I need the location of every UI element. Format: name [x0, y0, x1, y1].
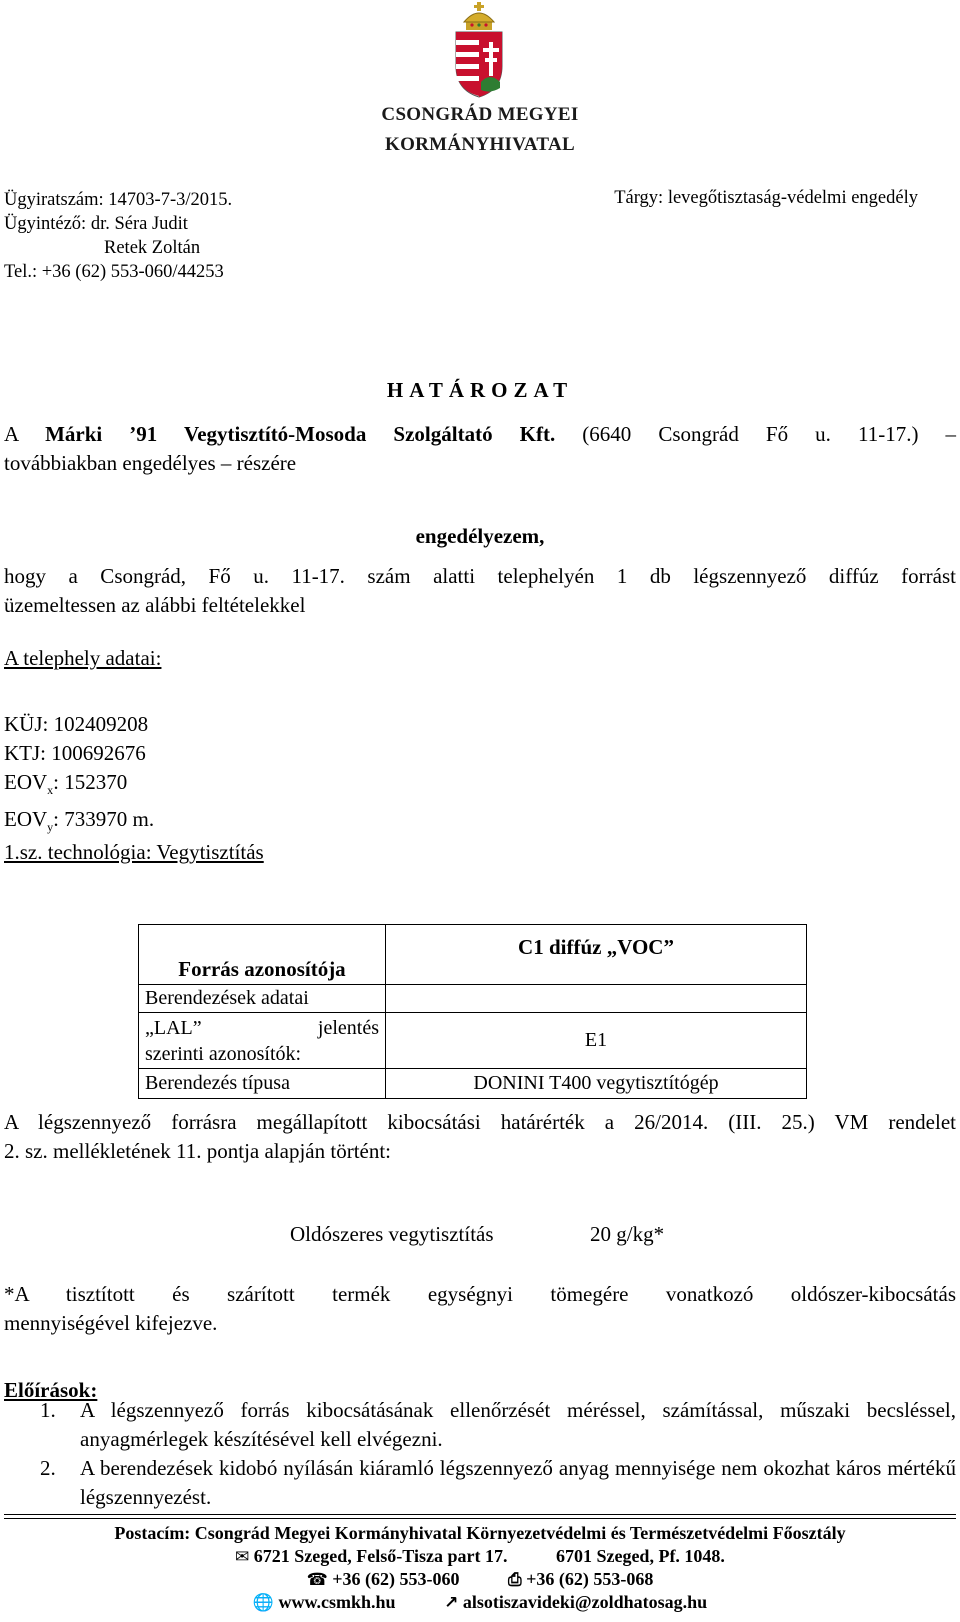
- fax-icon: ⎙: [508, 1570, 522, 1590]
- table-row: [139, 985, 807, 1013]
- footer-divider: [4, 1514, 956, 1519]
- footer-phone-row: [0, 1568, 960, 1592]
- ktj-value: KTJ: 100692676: [4, 741, 146, 765]
- footer-email[interactable]: alsotiszavideki@zoldhatosag.hu: [462, 1592, 708, 1612]
- table-row: [139, 1013, 807, 1069]
- footer-fax: +36 (62) 553-068: [526, 1569, 654, 1589]
- footer-postal: Postacím: Csongrád Megyei Kormányhivatal Környezetvédelmi és Természetvédelmi Főosztály: [114, 1523, 846, 1543]
- globe-icon: 🌐: [252, 1593, 275, 1613]
- limit-label: Oldószeres vegytisztítás: [290, 1222, 494, 1246]
- file-number: Ügyiratszám: 14703-7-3/2015.: [4, 190, 233, 210]
- case-handler-2: Retek Zoltán: [104, 238, 201, 258]
- purpose-line-1: hogy a Csongrád, Fő u. 11-17. szám alatti telephelyén 1 db légszennyező diffúz forrást: [4, 564, 956, 588]
- prescription-number: 1.: [40, 1398, 56, 1422]
- kuj-value: KÜJ: 102409208: [4, 712, 149, 736]
- limit-intro-line-1: A légszennyező forrásra megállapított kibocsátási határérték a 26/2014. (III. 25.) VM rendelet: [4, 1110, 956, 1134]
- decision-verb: engedélyezem,: [415, 524, 545, 548]
- agency-name-line1: CSONGRÁD MEGYEI: [381, 104, 579, 125]
- footer-web-row: [0, 1591, 960, 1615]
- intro-line-1: A Márki ’91 Vegytisztító-Mosoda Szolgáltató Kft. (6640 Csongrád Fő u. 11-17.) –: [4, 422, 957, 446]
- table-cell: Berendezés típusa: [139, 1069, 386, 1099]
- agency-name-line2: KORMÁNYHIVATAL: [385, 134, 575, 155]
- shield-icon: [456, 32, 502, 97]
- company-name: Márki ’91 Vegytisztító-Mosoda Szolgáltató Kft.: [45, 422, 556, 446]
- footnote-line-2: mennyiségével kifejezve.: [4, 1311, 218, 1335]
- footnote-line-1: *A tisztított és szárított termék egységnyi tömegére vonatkozó oldószer-kibocsátás: [4, 1282, 956, 1306]
- prescription-item: [4, 1454, 956, 1512]
- eov-x-value: $EOV_x$: 152370: [4, 770, 128, 798]
- mailbox-icon: ✉: [235, 1547, 250, 1567]
- table-row: [139, 1069, 807, 1099]
- table-cell: E1: [386, 1013, 807, 1069]
- table-cell: „LAL” jelentés szerinti azonosítók:: [139, 1013, 386, 1069]
- footnote-paragraph: [4, 1280, 956, 1338]
- crown-icon: [464, 2, 494, 30]
- table-cell: [386, 985, 807, 1013]
- table-cell: Forrás azonosítója: [139, 925, 386, 985]
- telephone-icon: ☎: [306, 1570, 328, 1590]
- technology-heading: 1.sz. technológia: Vegytisztítás: [4, 840, 264, 864]
- intro-paragraph: [4, 420, 956, 478]
- eov-y-value: $EOV_y$: 733970 m.: [4, 807, 155, 835]
- footer-address-1: 6721 Szeged, Felső-Tisza part 17.: [253, 1546, 508, 1566]
- coat-of-arms-logo: [450, 2, 508, 98]
- footer-address-2: 6701 Szeged, Pf. 1048.: [555, 1546, 725, 1566]
- purpose-paragraph: [4, 562, 956, 620]
- purpose-line-2: üzemeltessen az alábbi feltételekkel: [4, 593, 306, 617]
- email-icon: ↗: [444, 1593, 459, 1613]
- company-address: (6640 Csongrád Fő u. 11-17.) –: [582, 422, 957, 446]
- table-cell: DONINI T400 vegytisztítógép: [386, 1069, 807, 1099]
- subject-line: Tárgy: levegőtisztaság-védelmi engedély: [614, 188, 918, 208]
- emission-limit: [290, 1222, 665, 1247]
- table-row: [139, 925, 807, 985]
- footer-web[interactable]: www.csmkh.hu: [278, 1592, 396, 1612]
- prescription-text: A légszennyező forrás kibocsátásának ellenőrzését méréssel, számítással, műszaki becsléssel, anyagmérlegek készítésével kell elvégezni.: [80, 1398, 956, 1451]
- footer-phone: +36 (62) 553-060: [332, 1569, 460, 1589]
- prescription-number: 2.: [40, 1456, 56, 1480]
- prescription-item: [4, 1396, 956, 1454]
- table-cell: C1 diffúz „VOC”: [386, 925, 807, 985]
- case-handler: Ügyintéző: dr. Séra Judit: [4, 214, 188, 234]
- prescriptions-heading: Előírások:: [4, 1378, 98, 1402]
- site-heading: A telephely adatai:: [4, 646, 162, 670]
- site-data: [4, 710, 154, 842]
- decision-title: HATÁROZAT: [386, 378, 574, 402]
- footer-address-row: [0, 1545, 960, 1569]
- intro-line-2: továbbiakban engedélyes – részére: [4, 451, 297, 475]
- contact-phone: Tel.: +36 (62) 553-060/44253: [4, 262, 224, 282]
- table-cell: Berendezések adatai: [139, 985, 386, 1013]
- limit-intro-paragraph: [4, 1108, 956, 1166]
- case-meta: [4, 188, 232, 284]
- source-table: [138, 924, 807, 1099]
- limit-value: 20 g/kg*: [590, 1222, 665, 1246]
- limit-intro-line-2: 2. sz. mellékletének 11. pontja alapján történt:: [4, 1139, 392, 1163]
- prescription-text: A berendezések kidobó nyílásán kiáramló légszennyező anyag mennyisége nem okozhat káros mértékű légszennyezést.: [80, 1456, 956, 1509]
